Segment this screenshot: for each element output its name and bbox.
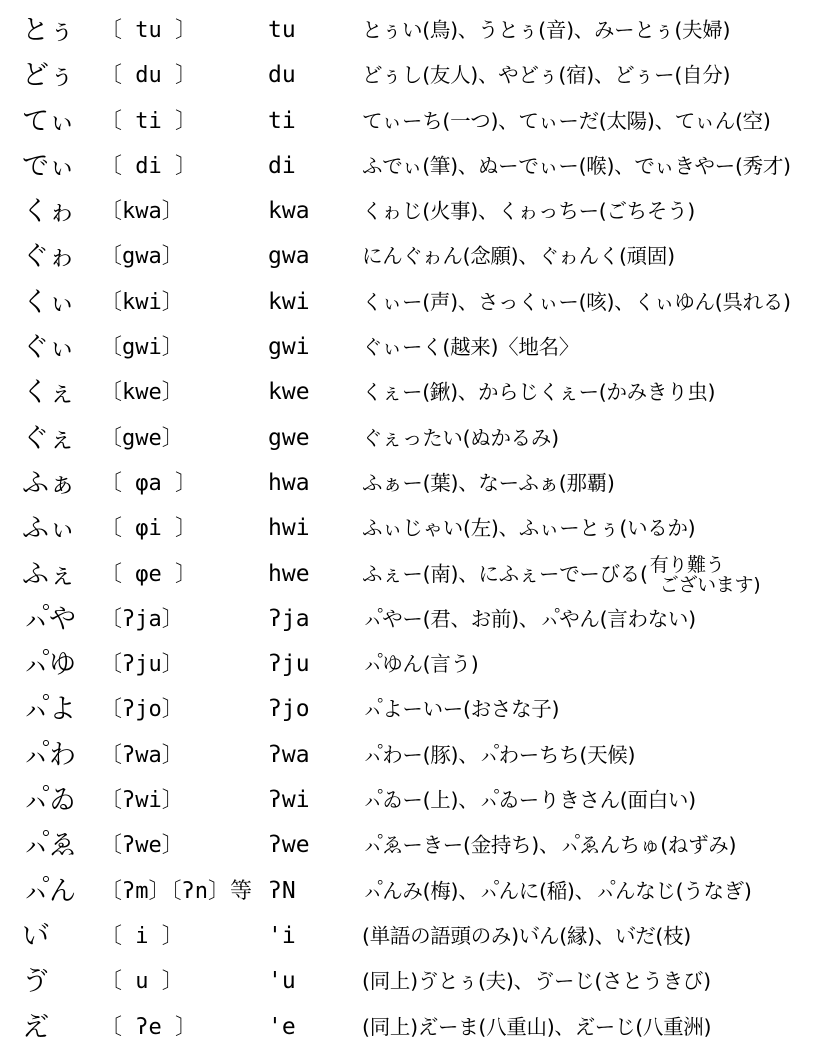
examples-cell: ㇵ゚ゆん(言う)	[362, 652, 479, 677]
table-row	[0, 370, 824, 415]
ipa-cell: 〔kwa〕	[100, 199, 184, 225]
table-row	[0, 189, 824, 234]
ipa-cell: 〔ʔja〕	[100, 606, 184, 632]
kana-cell: でぃ	[22, 150, 76, 182]
examples-cell: くぃー(声)、さっくぃー(咳)、くぃゆん(呉れる)	[362, 289, 791, 314]
examples-cell: ぐぇったい(ぬかるみ)	[362, 425, 559, 450]
kana-cell: い゙	[22, 920, 49, 952]
stacked-note-line: ございます)	[659, 573, 761, 596]
examples-cell	[362, 552, 760, 597]
kana-cell: ㇵ゚ゑ	[22, 830, 76, 862]
examples-cell: (単語の語頭のみ)い゙ん(縁)、い゙だ(枝)	[362, 923, 691, 948]
examples-cell: てぃーち(一つ)、てぃーだ(太陽)、てぃん(空)	[362, 108, 771, 133]
romanization-cell: ʔwi	[268, 787, 310, 814]
ipa-cell: 〔 u 〕	[100, 969, 184, 995]
kana-pronunciation-table	[0, 8, 824, 1050]
examples-cell: ㇵ゚ゑーきー(金持ち)、ㇵ゚ゑんちゅ(ねずみ)	[362, 833, 737, 858]
romanization-cell: hwi	[268, 515, 310, 542]
examples-cell: ㇵ゚ゐー(上)、ㇵ゚ゐーりきさん(面白い)	[362, 788, 696, 813]
kana-cell: どぅ	[22, 60, 76, 92]
ipa-cell: 〔kwe〕	[100, 380, 184, 406]
kana-cell: ㇵ゚ゆ	[22, 649, 76, 681]
examples-cell: ㇵ゚わー(豚)、ㇵ゚わーちち(天候)	[362, 742, 636, 767]
examples-cell: とぅい(鳥)、うとぅ(音)、みーとぅ(夫婦)	[362, 18, 731, 42]
romanization-cell: ʔwe	[268, 832, 310, 859]
ipa-cell: 〔ʔwa〕	[100, 742, 184, 768]
ipa-cell: 〔 φa 〕	[100, 470, 197, 496]
ipa-cell: 〔ʔwe〕	[100, 833, 184, 859]
kana-cell: てぃ	[22, 105, 76, 137]
kana-cell: ぐぃ	[22, 332, 76, 364]
table-row	[0, 8, 824, 53]
romanization-cell: ʔja	[268, 605, 310, 632]
table-row	[0, 959, 824, 1004]
romanization-cell: ʔN	[268, 877, 296, 904]
romanization-cell: kwa	[268, 198, 310, 225]
ipa-cell: 〔ʔwi〕	[100, 788, 184, 814]
stacked-note-line: 有り難う	[649, 553, 725, 576]
ipa-cell: 〔 φi 〕	[100, 516, 197, 542]
examples-cell: ふでぃ(筆)、ぬーでぃー(喉)、でぃきやー(秀才)	[362, 153, 791, 178]
kana-cell: ㇵ゚や	[22, 603, 76, 635]
examples-cell: くゎじ(火事)、くゎっちー(ごちそう)	[362, 199, 695, 224]
ipa-cell: 〔 tu 〕	[100, 18, 197, 43]
kana-cell: ㇵ゚ん	[22, 875, 76, 907]
romanization-cell: kwe	[268, 379, 310, 406]
romanization-cell: du	[268, 62, 296, 89]
examples-text: ふぇー(南)、にふぇーでーびる(	[362, 561, 648, 586]
kana-cell: ゔ	[22, 966, 49, 998]
examples-cell: ぐぃーく(越来)〈地名〉	[362, 335, 579, 360]
ipa-cell: 〔 du 〕	[100, 63, 197, 89]
table-row	[0, 99, 824, 144]
ipa-cell: 〔ʔju〕	[100, 652, 184, 678]
table-row	[0, 597, 824, 642]
kana-cell: ㇵ゚よ	[22, 694, 76, 726]
romanization-cell: ti	[268, 107, 296, 134]
ipa-cell: 〔gwe〕	[100, 425, 184, 451]
ipa-cell: 〔gwi〕	[100, 335, 184, 361]
romanization-cell: tu	[268, 17, 296, 43]
table-row	[0, 234, 824, 279]
table-row	[0, 914, 824, 959]
table-row	[0, 687, 824, 732]
romanization-cell: ʔju	[268, 651, 310, 678]
ipa-cell: 〔 i 〕	[100, 923, 184, 949]
romanization-cell: 'i	[268, 922, 296, 949]
table-row	[0, 144, 824, 189]
table-row	[0, 1005, 824, 1050]
table-row	[0, 280, 824, 325]
ipa-cell: 〔gwa〕	[100, 244, 184, 270]
table-row	[0, 642, 824, 687]
romanization-cell: gwi	[268, 334, 310, 361]
kana-cell: ぐゎ	[22, 241, 76, 273]
romanization-cell: 'e	[268, 1013, 296, 1040]
kana-cell: くぇ	[22, 377, 76, 409]
examples-cell: ふぁー(葉)、なーふぁ(那覇)	[362, 470, 615, 495]
examples-cell: にんぐゎん(念願)、ぐゎんく(頑固)	[362, 244, 675, 269]
examples-cell: (同上)ゔとぅ(夫)、ゔーじ(さとうきび)	[362, 969, 711, 994]
ipa-cell: 〔ʔjo〕	[100, 697, 184, 723]
table-row	[0, 416, 824, 461]
table-row	[0, 869, 824, 914]
romanization-cell: gwa	[268, 243, 310, 270]
kana-cell: ふぃ	[22, 513, 76, 545]
kana-cell: ふぇ	[22, 558, 76, 590]
examples-cell: ㇵ゚んみ(梅)、ㇵ゚んに(稲)、ㇵ゚んなじ(うなぎ)	[362, 878, 752, 903]
ipa-cell: 〔 φe 〕	[100, 561, 197, 587]
ipa-cell: 〔kwi〕	[100, 289, 184, 315]
romanization-cell: 'u	[268, 968, 296, 995]
romanization-cell: kwi	[268, 288, 310, 315]
stacked-note	[650, 555, 761, 595]
examples-cell: (同上)え゙ーま(八重山)、え゙ーじ(八重洲)	[362, 1014, 712, 1039]
kana-cell: くぃ	[22, 286, 76, 318]
ipa-cell: 〔 ti 〕	[100, 108, 197, 134]
table-row	[0, 53, 824, 98]
kana-cell: ㇵ゚わ	[22, 739, 76, 771]
kana-cell: ぐぇ	[22, 422, 76, 454]
kana-cell: くゎ	[22, 196, 76, 228]
romanization-cell: di	[268, 152, 296, 179]
table-row	[0, 552, 824, 597]
examples-cell: ㇵ゚よーいー(おさな子)	[362, 697, 560, 722]
ipa-cell: 〔ʔm〕〔ʔn〕等	[100, 878, 252, 904]
kana-cell: ㇵ゚ゐ	[22, 785, 76, 817]
ipa-cell: 〔 ʔe 〕	[100, 1014, 197, 1040]
table-row	[0, 733, 824, 778]
table-row	[0, 506, 824, 551]
table-row	[0, 325, 824, 370]
ipa-cell: 〔 di 〕	[100, 153, 197, 179]
romanization-cell: ʔjo	[268, 696, 310, 723]
table-row	[0, 823, 824, 868]
romanization-cell: ʔwa	[268, 741, 310, 768]
romanization-cell: hwa	[268, 469, 310, 496]
kana-cell: え゙	[22, 1011, 49, 1043]
examples-cell: ㇵ゚やー(君、お前)、ㇵ゚やん(言わない)	[362, 606, 696, 631]
examples-cell: どぅし(友人)、やどぅ(宿)、どぅー(自分)	[362, 63, 731, 88]
table-row	[0, 778, 824, 823]
kana-cell: とぅ	[22, 15, 76, 46]
examples-cell: くぇー(鍬)、からじくぇー(かみきり虫)	[362, 380, 716, 405]
table-row	[0, 461, 824, 506]
examples-cell: ふぃじゃい(左)、ふぃーとぅ(いるか)	[362, 516, 696, 541]
kana-cell: ふぁ	[22, 467, 76, 499]
romanization-cell: hwe	[268, 560, 310, 587]
romanization-cell: gwe	[268, 424, 310, 451]
